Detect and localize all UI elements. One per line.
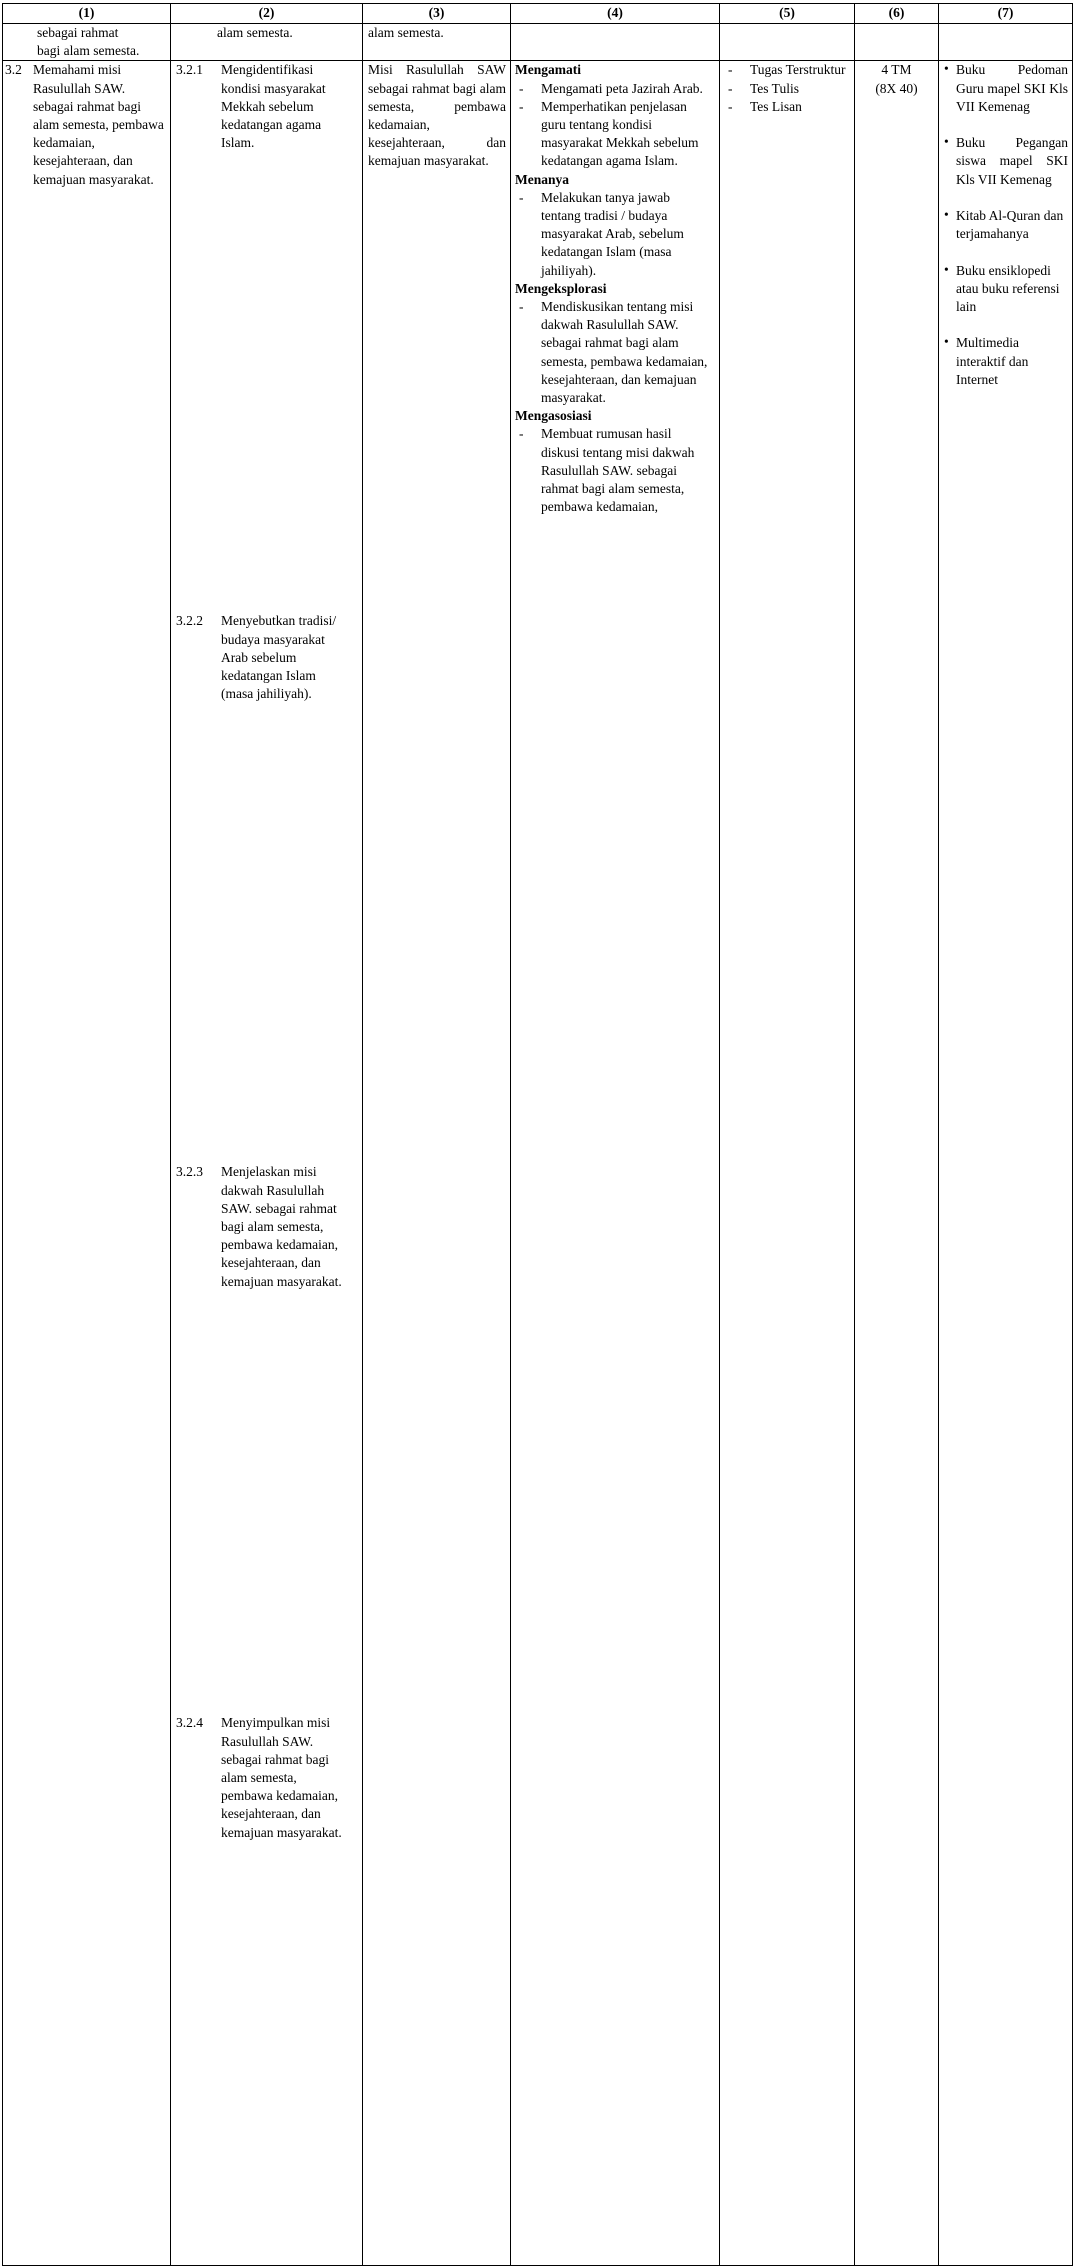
indicator-item	[171, 612, 362, 1163]
indicator-number: 3.2.4	[176, 1715, 203, 1731]
activity-item: - Melakukan tanya jawab tentang tradisi / budaya masyarakat Arab, sebelum kedatangan Islam (masa jahiliyah).	[511, 189, 711, 280]
indicator-list	[171, 61, 362, 2265]
carryover-line: sebagai rahmat	[37, 25, 119, 40]
carryover-line: bagi alam semesta.	[37, 43, 140, 59]
main-row	[3, 61, 1073, 2266]
header-row	[3, 4, 1073, 24]
activities-cell	[511, 61, 720, 2266]
time-cell	[855, 61, 939, 2266]
header-col-7: (7)	[939, 4, 1073, 24]
indicator-text: Menyebutkan tradisi/ budaya masyarakat Arab sebelum kedatangan Islam (masa jahiliyah).	[221, 613, 337, 702]
kd-text: Memahami misi Rasulullah SAW. sebagai rahmat bagi alam semesta, pembawa kedamaian, kesejahteraan, dan kemajuan masyarakat.	[33, 62, 164, 187]
kd-cell	[3, 61, 171, 2266]
activity-section-mengasosiasi	[511, 407, 719, 516]
indicator-text: Menyimpulkan misi Rasulullah SAW. sebagai rahmat bagi alam semesta, pembawa kedamaian, kesejahteraan, dan kemajuan masyarakat.	[221, 1715, 342, 1840]
carryover-text: alam semesta.	[368, 25, 444, 40]
source-item: • Buku ensiklopedi atau buku referensi lain	[939, 262, 1068, 317]
activity-title: Menanya	[515, 171, 569, 187]
syllabus-table	[2, 3, 1073, 2266]
activity-title: Mengasosiasi	[515, 408, 592, 424]
activity-item: - Mengamati peta Jazirah Arab.	[511, 80, 711, 98]
source-item: • Buku Pedoman Guru mapel SKI Kls VII Kemenag	[939, 61, 1068, 116]
indicator-cell	[171, 61, 363, 2266]
empty-cell	[511, 24, 720, 61]
header-col-6: (6)	[855, 4, 939, 24]
material-text: Misi Rasulullah SAW sebagai rahmat bagi alam semesta, pembawa kedamaian, kesejahteraan, dan kemajuan masyarakat.	[368, 62, 506, 169]
assessment-item: - Tugas Terstruktur	[720, 61, 850, 79]
activity-section-menanya	[511, 171, 719, 280]
carryover-cell-3	[363, 24, 511, 61]
header-col-2: (2)	[171, 4, 363, 24]
source-item: • Buku Pegangan siswa mapel SKI Kls VII Kemenag	[939, 134, 1068, 189]
activity-item: - Mendiskusikan tentang misi dakwah Rasulullah SAW. sebagai rahmat bagi alam semesta, pembawa kedamaian, kesejahteraan, dan kemajuan masyarakat.	[511, 298, 711, 407]
assessment-item: - Tes Tulis	[720, 80, 850, 98]
empty-cell	[855, 24, 939, 61]
indicator-item	[171, 1163, 362, 1714]
activity-item: - Membuat rumusan hasil diskusi tentang misi dakwah Rasulullah SAW. sebagai rahmat bagi alam semesta, pembawa kedamaian,	[511, 425, 711, 516]
activity-title: Mengeksplorasi	[515, 280, 607, 296]
time-hours: (8X 40)	[875, 80, 918, 96]
activity-section-mengamati	[511, 61, 719, 170]
activity-section-mengeksplorasi	[511, 280, 719, 407]
header-col-5: (5)	[720, 4, 855, 24]
carryover-cell-1	[3, 24, 171, 61]
activity-title: Mengamati	[515, 62, 581, 78]
sources-cell	[939, 61, 1073, 2266]
indicator-number: 3.2.3	[176, 1164, 203, 1180]
kd-number: 3.2	[5, 62, 22, 78]
indicator-text: Mengidentifikasi kondisi masyarakat Mekkah sebelum kedatangan agama Islam.	[221, 62, 326, 151]
source-item: • Kitab Al-Quran dan terjamahanya	[939, 207, 1068, 243]
assessment-item: - Tes Lisan	[720, 98, 850, 116]
indicator-text: Menjelaskan misi dakwah Rasulullah SAW. sebagai rahmat bagi alam semesta, pembawa kedamaian, kesejahteraan, dan kemajuan masyarakat.	[221, 1164, 342, 1289]
indicator-number: 3.2.1	[176, 62, 203, 78]
header-col-3: (3)	[363, 4, 511, 24]
indicator-item	[171, 1714, 362, 2265]
empty-cell	[939, 24, 1073, 61]
carryover-text: alam semesta.	[217, 25, 293, 40]
header-col-1: (1)	[3, 4, 171, 24]
material-cell	[363, 61, 511, 2266]
empty-cell	[720, 24, 855, 61]
indicator-item	[171, 61, 362, 612]
time-meetings: 4 TM	[881, 62, 912, 78]
kd-block	[3, 61, 170, 612]
assessment-cell	[720, 61, 855, 2266]
source-item: • Multimedia interaktif dan Internet	[939, 334, 1068, 389]
carryover-row	[3, 24, 1073, 61]
activity-item: - Memperhatikan penjelasan guru tentang kondisi masyarakat Mekkah sebelum kedatangan agama Islam.	[511, 98, 711, 171]
header-col-4: (4)	[511, 4, 720, 24]
carryover-cell-2	[171, 24, 363, 61]
indicator-number: 3.2.2	[176, 613, 203, 629]
